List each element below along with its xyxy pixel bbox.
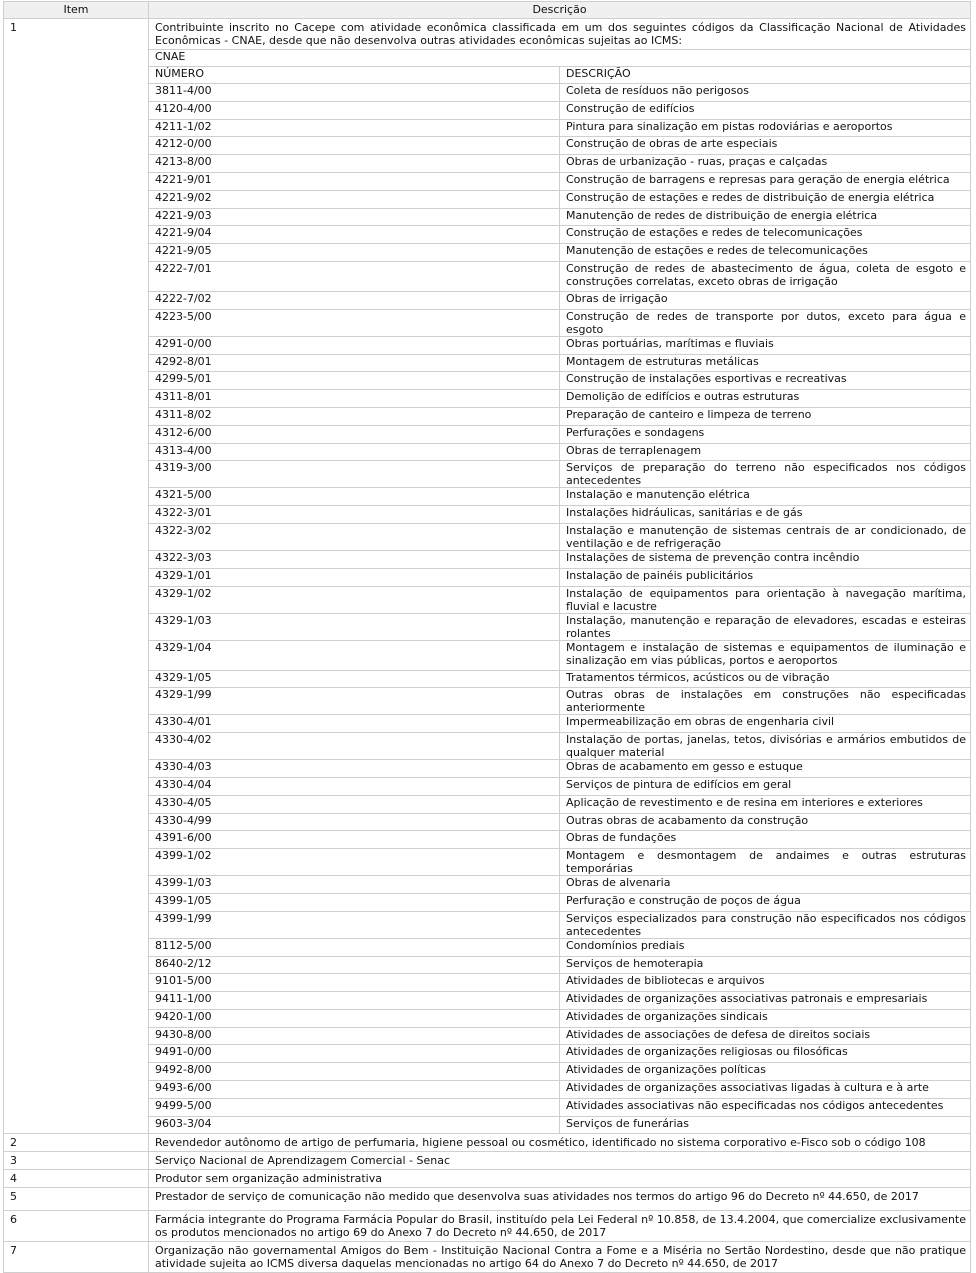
- table-row: [4, 1242, 971, 1273]
- item-number: 6: [4, 1211, 149, 1242]
- cnae-description: Serviços de pintura de edifícios em geral: [560, 777, 971, 795]
- cnae-row: [149, 760, 970, 778]
- cnae-code: 4291-0/00: [149, 336, 560, 354]
- cnae-description: Montagem e instalação de sistemas e equipamentos de iluminação e sinalização em vias públicas, portos e aeroportos: [560, 640, 971, 670]
- cnae-row: [149, 876, 970, 894]
- cnae-row: [149, 461, 970, 488]
- cnae-row: [149, 992, 970, 1010]
- item-description: Produtor sem organização administrativa: [149, 1170, 971, 1188]
- cnae-row: [149, 586, 970, 613]
- cnae-code: 4211-1/02: [149, 119, 560, 137]
- cnae-description: Perfurações e sondagens: [560, 425, 971, 443]
- cnae-code: 4329-1/05: [149, 670, 560, 688]
- cnae-code: 4222-7/01: [149, 261, 560, 291]
- cnae-title-row: [149, 50, 970, 67]
- cnae-header-row: [149, 67, 970, 84]
- cnae-description: Instalações hidráulicas, sanitárias e de gás: [560, 506, 971, 524]
- header-descricao: Descrição: [149, 2, 971, 19]
- item-number: 1: [4, 19, 149, 1134]
- cnae-code: 4391-6/00: [149, 831, 560, 849]
- cnae-code: 4399-1/03: [149, 876, 560, 894]
- cnae-row: [149, 208, 970, 226]
- cnae-code: 9101-5/00: [149, 974, 560, 992]
- cnae-row: [149, 568, 970, 586]
- cnae-description: Atividades de organizações religiosas ou filosóficas: [560, 1045, 971, 1063]
- cnae-row: [149, 1009, 970, 1027]
- cnae-description: Demolição de edifícios e outras estruturas: [560, 390, 971, 408]
- cnae-code: 4329-1/01: [149, 568, 560, 586]
- cnae-description: Obras portuárias, marítimas e fluviais: [560, 336, 971, 354]
- cnae-description: Instalações de sistema de prevenção contra incêndio: [560, 550, 971, 568]
- table-row: [4, 1170, 971, 1188]
- cnae-description: Manutenção de redes de distribuição de energia elétrica: [560, 208, 971, 226]
- cnae-row: [149, 155, 970, 173]
- cnae-description: Construção de instalações esportivas e recreativas: [560, 372, 971, 390]
- cnae-code: 4322-3/03: [149, 550, 560, 568]
- cnae-row: [149, 190, 970, 208]
- cnae-description: Outras obras de acabamento da construção: [560, 813, 971, 831]
- cnae-description: Instalação e manutenção elétrica: [560, 488, 971, 506]
- cnae-description: Instalação e manutenção de sistemas centrais de ar condicionado, de ventilação e de refrigeração: [560, 523, 971, 550]
- cnae-code: 9492-8/00: [149, 1063, 560, 1081]
- cnae-description: Obras de irrigação: [560, 291, 971, 309]
- item-number: 5: [4, 1188, 149, 1211]
- table-header-row: [4, 2, 971, 19]
- cnae-row: [149, 137, 970, 155]
- cnae-row: [149, 733, 970, 760]
- cnae-code: 4330-4/03: [149, 760, 560, 778]
- cnae-code: 4329-1/99: [149, 688, 560, 715]
- cnae-row: [149, 956, 970, 974]
- cnae-row: [149, 172, 970, 190]
- cnae-description: Preparação de canteiro e limpeza de terreno: [560, 407, 971, 425]
- cnae-row: [149, 1081, 970, 1099]
- cnae-code: 4221-9/05: [149, 244, 560, 262]
- cnae-row: [149, 506, 970, 524]
- cnae-code: 9411-1/00: [149, 992, 560, 1010]
- cnae-code: 4313-4/00: [149, 443, 560, 461]
- item-number: 3: [4, 1152, 149, 1170]
- cnae-description: Construção de obras de arte especiais: [560, 137, 971, 155]
- cnae-row: [149, 640, 970, 670]
- cnae-description: Outras obras de instalações em construções não especificadas anteriormente: [560, 688, 971, 715]
- cnae-code: 9499-5/00: [149, 1098, 560, 1116]
- items-table: [3, 1, 971, 1273]
- cnae-row: [149, 795, 970, 813]
- table-row: [4, 1134, 971, 1152]
- cnae-description: Obras de terraplenagem: [560, 443, 971, 461]
- cnae-row: [149, 336, 970, 354]
- cnae-description: Montagem e desmontagem de andaimes e outras estruturas temporárias: [560, 849, 971, 876]
- cnae-code: 4221-9/01: [149, 172, 560, 190]
- cnae-code: 4321-5/00: [149, 488, 560, 506]
- cnae-description: Atividades de organizações políticas: [560, 1063, 971, 1081]
- cnae-code: 4399-1/02: [149, 849, 560, 876]
- cnae-table: [149, 49, 970, 1133]
- cnae-code: 4330-4/04: [149, 777, 560, 795]
- item-description: [149, 19, 971, 1134]
- cnae-code: 8640-2/12: [149, 956, 560, 974]
- cnae-row: [149, 550, 970, 568]
- cnae-code: 4329-1/02: [149, 586, 560, 613]
- cnae-row: [149, 893, 970, 911]
- cnae-row: [149, 1027, 970, 1045]
- cnae-code: 4213-8/00: [149, 155, 560, 173]
- cnae-code: 9420-1/00: [149, 1009, 560, 1027]
- cnae-row: [149, 291, 970, 309]
- cnae-code: 4120-4/00: [149, 101, 560, 119]
- cnae-description: Obras de alvenaria: [560, 876, 971, 894]
- cnae-description: Construção de estações e redes de telecomunicações: [560, 226, 971, 244]
- cnae-description: Instalação de equipamentos para orientação à navegação marítima, fluvial e lacustre: [560, 586, 971, 613]
- cnae-title: CNAE: [149, 50, 970, 67]
- cnae-row: [149, 244, 970, 262]
- cnae-code: 4223-5/00: [149, 309, 560, 336]
- cnae-row: [149, 488, 970, 506]
- cnae-description: Pintura para sinalização em pistas rodoviárias e aeroportos: [560, 119, 971, 137]
- cnae-code: 4329-1/04: [149, 640, 560, 670]
- cnae-description: Manutenção de estações e redes de telecomunicações: [560, 244, 971, 262]
- cnae-code: 3811-4/00: [149, 84, 560, 102]
- cnae-row: [149, 715, 970, 733]
- cnae-description: Construção de edifícios: [560, 101, 971, 119]
- cnae-description: Obras de fundações: [560, 831, 971, 849]
- cnae-code: 4299-5/01: [149, 372, 560, 390]
- cnae-row: [149, 831, 970, 849]
- table-row: [4, 1188, 971, 1211]
- cnae-code: 4292-8/01: [149, 354, 560, 372]
- cnae-description: Perfuração e construção de poços de água: [560, 893, 971, 911]
- cnae-code: 4221-9/04: [149, 226, 560, 244]
- cnae-description: Atividades de organizações associativas patronais e empresariais: [560, 992, 971, 1010]
- cnae-row: [149, 613, 970, 640]
- cnae-row: [149, 1045, 970, 1063]
- cnae-code: 4221-9/03: [149, 208, 560, 226]
- table-row: [4, 19, 971, 1134]
- cnae-description: Tratamentos térmicos, acústicos ou de vibração: [560, 670, 971, 688]
- cnae-code: 4212-0/00: [149, 137, 560, 155]
- cnae-code: 4312-6/00: [149, 425, 560, 443]
- cnae-code: 4399-1/99: [149, 911, 560, 938]
- cnae-code: 4311-8/01: [149, 390, 560, 408]
- item-description: Organização não governamental Amigos do Bem - Instituição Nacional Contra a Fome e a Miséria no Sertão Nordestino, desde que não pratique atividade sujeita ao ICMS diversa daquelas mencionadas no artigo 64 do Anexo 7 do Decreto nº 44.650, de 2017: [149, 1242, 971, 1273]
- cnae-description: Serviços de funerárias: [560, 1116, 971, 1133]
- cnae-code: 8112-5/00: [149, 938, 560, 956]
- cnae-description: Serviços de preparação do terreno não especificados nos códigos antecedentes: [560, 461, 971, 488]
- cnae-row: [149, 911, 970, 938]
- cnae-row: [149, 425, 970, 443]
- cnae-description: Serviços de hemoterapia: [560, 956, 971, 974]
- cnae-code: 9430-8/00: [149, 1027, 560, 1045]
- cnae-description: Atividades de associações de defesa de direitos sociais: [560, 1027, 971, 1045]
- cnae-row: [149, 309, 970, 336]
- cnae-code: 4311-8/02: [149, 407, 560, 425]
- item-description: Serviço Nacional de Aprendizagem Comercial - Senac: [149, 1152, 971, 1170]
- cnae-description: Construção de redes de transporte por dutos, exceto para água e esgoto: [560, 309, 971, 336]
- cnae-row: [149, 938, 970, 956]
- cnae-row: [149, 261, 970, 291]
- header-item: Item: [4, 2, 149, 19]
- item-number: 2: [4, 1134, 149, 1152]
- cnae-code: 4329-1/03: [149, 613, 560, 640]
- cnae-code: 4330-4/99: [149, 813, 560, 831]
- table-row: [4, 1152, 971, 1170]
- cnae-code: 4399-1/05: [149, 893, 560, 911]
- cnae-row: [149, 119, 970, 137]
- cnae-code: 4222-7/02: [149, 291, 560, 309]
- cnae-row: [149, 372, 970, 390]
- cnae-description: Atividades de organizações sindicais: [560, 1009, 971, 1027]
- cnae-row: [149, 523, 970, 550]
- cnae-description: Aplicação de revestimento e de resina em interiores e exteriores: [560, 795, 971, 813]
- cnae-description: Atividades de organizações associativas ligadas à cultura e à arte: [560, 1081, 971, 1099]
- cnae-description: Montagem de estruturas metálicas: [560, 354, 971, 372]
- cnae-description: Obras de urbanização - ruas, praças e calçadas: [560, 155, 971, 173]
- cnae-description: Instalação de portas, janelas, tetos, divisórias e armários embutidos de qualquer material: [560, 733, 971, 760]
- cnae-row: [149, 974, 970, 992]
- cnae-code: 9491-0/00: [149, 1045, 560, 1063]
- cnae-description: Instalação, manutenção e reparação de elevadores, escadas e esteiras rolantes: [560, 613, 971, 640]
- cnae-row: [149, 777, 970, 795]
- item-number: 4: [4, 1170, 149, 1188]
- cnae-description: Serviços especializados para construção não especificados nos códigos antecedentes: [560, 911, 971, 938]
- cnae-header-numero: NÚMERO: [149, 67, 560, 84]
- cnae-row: [149, 1098, 970, 1116]
- cnae-row: [149, 354, 970, 372]
- item-number: 7: [4, 1242, 149, 1273]
- table-row: [4, 1211, 971, 1242]
- cnae-header-descricao: DESCRIÇÃO: [560, 67, 971, 84]
- cnae-row: [149, 1063, 970, 1081]
- cnae-description: Coleta de resíduos não perigosos: [560, 84, 971, 102]
- cnae-code: 4319-3/00: [149, 461, 560, 488]
- cnae-description: Construção de barragens e represas para geração de energia elétrica: [560, 172, 971, 190]
- cnae-code: 4322-3/02: [149, 523, 560, 550]
- cnae-row: [149, 849, 970, 876]
- item-description: Prestador de serviço de comunicação não medido que desenvolva suas atividades nos termos do artigo 96 do Decreto nº 44.650, de 2017: [149, 1188, 971, 1211]
- cnae-description: Instalação de painéis publicitários: [560, 568, 971, 586]
- cnae-row: [149, 443, 970, 461]
- cnae-description: Atividades de bibliotecas e arquivos: [560, 974, 971, 992]
- cnae-row: [149, 407, 970, 425]
- cnae-row: [149, 226, 970, 244]
- cnae-code: 4330-4/01: [149, 715, 560, 733]
- cnae-code: 4322-3/01: [149, 506, 560, 524]
- cnae-code: 4221-9/02: [149, 190, 560, 208]
- cnae-row: [149, 101, 970, 119]
- item-description: Revendedor autônomo de artigo de perfumaria, higiene pessoal ou cosmético, identificado no sistema corporativo e-Fisco sob o código 108: [149, 1134, 971, 1152]
- cnae-row: [149, 688, 970, 715]
- cnae-row: [149, 1116, 970, 1133]
- cnae-description: Impermeabilização em obras de engenharia civil: [560, 715, 971, 733]
- cnae-code: 4330-4/05: [149, 795, 560, 813]
- cnae-row: [149, 670, 970, 688]
- cnae-row: [149, 390, 970, 408]
- cnae-description: Condomínios prediais: [560, 938, 971, 956]
- item-intro-text: Contribuinte inscrito no Cacepe com atividade econômica classificada em um dos seguintes códigos da Classificação Nacional de Atividades Econômicas - CNAE, desde que não desenvolva outras atividades econômicas sujeitas ao ICMS:: [155, 21, 966, 47]
- cnae-description: Construção de redes de abastecimento de água, coleta de esgoto e construções correlatas, exceto obras de irrigação: [560, 261, 971, 291]
- cnae-description: Construção de estações e redes de distribuição de energia elétrica: [560, 190, 971, 208]
- cnae-description: Atividades associativas não especificadas nos códigos antecedentes: [560, 1098, 971, 1116]
- cnae-row: [149, 84, 970, 102]
- cnae-code: 4330-4/02: [149, 733, 560, 760]
- cnae-code: 9493-6/00: [149, 1081, 560, 1099]
- cnae-row: [149, 813, 970, 831]
- cnae-code: 9603-3/04: [149, 1116, 560, 1133]
- item-description: Farmácia integrante do Programa Farmácia Popular do Brasil, instituído pela Lei Federal nº 10.858, de 13.4.2004, que comercialize exclusivamente os produtos mencionados no artigo 69 do Anexo 7 do Decreto nº 44.650, de 2017: [149, 1211, 971, 1242]
- cnae-description: Obras de acabamento em gesso e estuque: [560, 760, 971, 778]
